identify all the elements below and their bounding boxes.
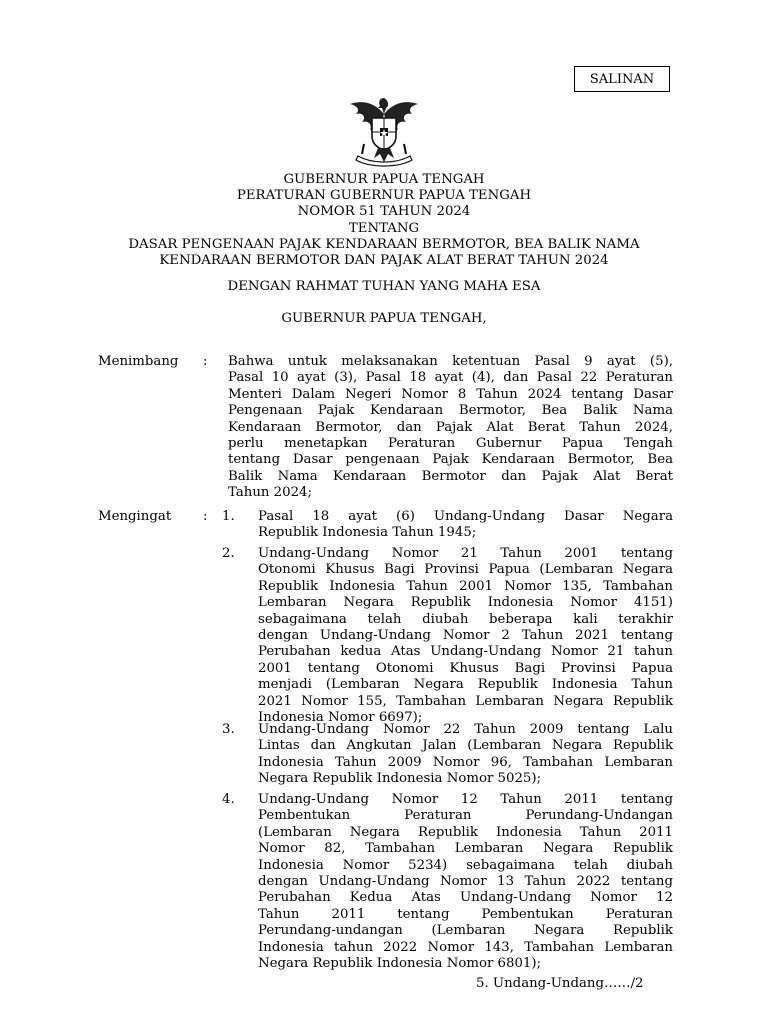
header-issuer: GUBERNUR PAPUA TENGAH bbox=[283, 172, 485, 187]
mengingat-line: Pembentukan Peraturan Perundang-Undangan bbox=[258, 808, 673, 824]
header-subject-line-2: KENDARAAN BERMOTOR DAN PAJAK ALAT BERAT TAHUN 2024 bbox=[159, 253, 609, 269]
header-tentang: TENTANG bbox=[348, 220, 420, 236]
mengingat-line: Negara Republik Indonesia Nomor 6801); bbox=[258, 955, 542, 971]
mengingat-item-number: 3. bbox=[222, 722, 235, 737]
mengingat-item-1 bbox=[258, 509, 673, 542]
mengingat-line: 2001 tentang Otonomi Khusus Bagi Provinsi Papua bbox=[258, 660, 673, 676]
mengingat-line: Republik Indonesia Tahun 1945; bbox=[258, 525, 477, 541]
mengingat-item-2 bbox=[258, 546, 673, 726]
preamble-governor: GUBERNUR PAPUA TENGAH, bbox=[281, 311, 487, 326]
menimbang-line: Kendaraan Bermotor, dan Pajak Alat Berat Tahun 2024, bbox=[228, 419, 673, 435]
mengingat-line: Perundang-undangan (Lembaran Negara Republik bbox=[258, 923, 673, 939]
mengingat-line: Undang-Undang Nomor 22 Tahun 2009 tentang Lalu bbox=[258, 722, 673, 737]
mengingat-line: Indonesia Nomor 5234) sebagaimana telah diubah bbox=[258, 857, 673, 873]
menimbang-line: Tahun 2024; bbox=[228, 485, 313, 501]
mengingat-line: Pasal 18 ayat (6) Undang-Undang Dasar Negara bbox=[258, 509, 673, 524]
menimbang-line: Bahwa untuk melaksanakan ketentuan Pasal 9 ayat (5), bbox=[228, 354, 673, 369]
header-regulation-title: PERATURAN GUBERNUR PAPUA TENGAH bbox=[236, 188, 532, 204]
preamble-invocation: DENGAN RAHMAT TUHAN YANG MAHA ESA bbox=[227, 279, 541, 294]
mengingat-item-number: 1. bbox=[222, 509, 235, 524]
mengingat-line: Perubahan kedua Atas Undang-Undang Nomor 21 tahun bbox=[258, 644, 673, 660]
menimbang-text bbox=[228, 354, 673, 502]
menimbang-line: Menteri Dalam Negeri Nomor 8 Tahun 2024 tentang Dasar bbox=[228, 386, 673, 402]
mengingat-line: Indonesia Tahun 2009 Nomor 96, Tambahan Lembaran bbox=[258, 754, 673, 770]
mengingat-line: (Lembaran Negara Republik Indonesia Tahun 2011 bbox=[258, 824, 673, 840]
mengingat-line: Indonesia tahun 2022 Nomor 143, Tambahan Lembaran bbox=[258, 939, 673, 955]
mengingat-item-number: 4. bbox=[222, 792, 235, 807]
mengingat-line: Negara Republik Indonesia Nomor 5025); bbox=[258, 771, 542, 787]
mengingat-label: Mengingat bbox=[98, 509, 172, 524]
menimbang-line: Pengenaan Pajak Kendaraan Bermotor, Bea Balik Nama bbox=[228, 403, 673, 419]
mengingat-line: menjadi (Lembaran Negara Republik Indonesia Tahun bbox=[258, 677, 673, 693]
menimbang-line: perlu menetapkan Peraturan Gubernur Papua Tengah bbox=[228, 435, 673, 451]
mengingat-line: Indonesia Nomor 6697); bbox=[258, 709, 423, 725]
mengingat-item-number: 2. bbox=[222, 546, 235, 561]
header-regulation-number: NOMOR 51 TAHUN 2024 bbox=[297, 204, 471, 220]
mengingat-line: Lintas dan Angkutan Jalan (Lembaran Negara Republik bbox=[258, 738, 673, 754]
mengingat-line: dengan Undang-Undang Nomor 2 Tahun 2021 tentang bbox=[258, 627, 673, 643]
mengingat-item-4 bbox=[258, 792, 673, 972]
document-header bbox=[60, 172, 708, 269]
mengingat-line: 2021 Nomor 155, Tambahan Lembaran Negara Republik bbox=[258, 693, 673, 709]
mengingat-item-3 bbox=[258, 722, 673, 788]
preamble bbox=[60, 279, 708, 327]
mengingat-line: Perubahan Kedua Atas Undang-Undang Nomor 12 bbox=[258, 890, 673, 906]
mengingat-line: Undang-Undang Nomor 12 Tahun 2011 tentang bbox=[258, 792, 673, 807]
menimbang-line: Balik Nama Kendaraan Bermotor dan Pajak Alat Berat bbox=[228, 468, 673, 484]
salinan-stamp: SALINAN bbox=[574, 66, 670, 92]
mengingat-line: dengan Undang-Undang Nomor 13 Tahun 2022 tentang bbox=[258, 873, 673, 889]
menimbang-line: tentang Dasar pengenaan Pajak Kendaraan Bermotor, Bea bbox=[228, 452, 673, 468]
mengingat-colon: : bbox=[203, 509, 208, 524]
mengingat-line: sebagaimana telah diubah beberapa kali terakhir bbox=[258, 611, 673, 627]
header-subject-line-1: DASAR PENGENAAN PAJAK KENDARAAN BERMOTOR, BEA BALIK NAMA bbox=[128, 236, 640, 252]
mengingat-line: Otonomi Khusus Bagi Provinsi Papua (Lembaran Negara bbox=[258, 562, 673, 578]
mengingat-line: Tahun 2011 tentang Pembentukan Peraturan bbox=[258, 906, 673, 922]
menimbang-label: Menimbang bbox=[98, 354, 179, 369]
page-continuation: 5. Undang-Undang……/2 bbox=[476, 976, 644, 991]
mengingat-line: Republik Indonesia Tahun 2001 Nomor 135, Tambahan bbox=[258, 578, 673, 594]
menimbang-line: Pasal 10 ayat (3), Pasal 18 ayat (4), dan Pasal 22 Peraturan bbox=[228, 370, 673, 386]
mengingat-line: Lembaran Negara Republik Indonesia Nomor 4151) bbox=[258, 595, 673, 611]
garuda-pancasila-emblem-icon bbox=[340, 94, 428, 170]
menimbang-colon: : bbox=[203, 354, 208, 369]
mengingat-line: Undang-Undang Nomor 21 Tahun 2001 tentang bbox=[258, 546, 673, 561]
mengingat-line: Nomor 82, Tambahan Lembaran Negara Republik bbox=[258, 841, 673, 857]
